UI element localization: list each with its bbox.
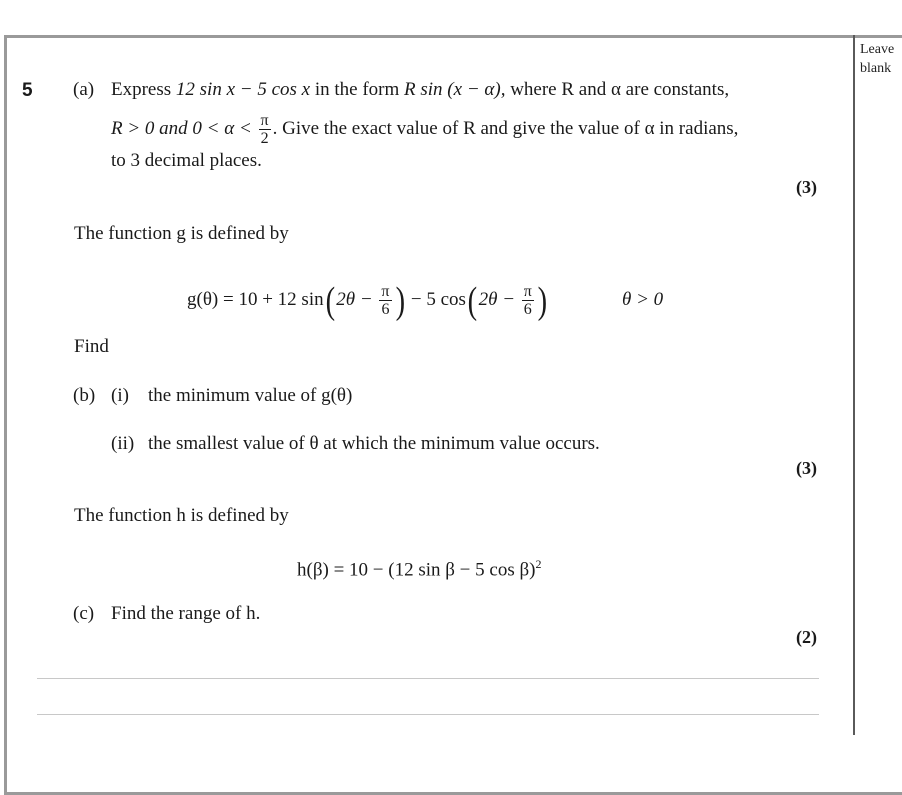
- part-a-line-1-mid: in the form: [314, 79, 405, 100]
- fraction-denominator: 2: [260, 130, 269, 147]
- blank-label: blank: [860, 61, 892, 76]
- part-c-label: (c): [73, 603, 95, 624]
- part-a-label: (a): [73, 79, 95, 100]
- part-a-line-1-end: where R and α are constants,: [510, 79, 730, 100]
- part-b-ii-text: the smallest value of θ at which the minimum value occurs.: [148, 433, 600, 454]
- fraction-denominator: 6: [381, 301, 390, 319]
- fraction-denominator: 6: [523, 301, 532, 319]
- find-label: Find: [74, 336, 109, 357]
- h-definition-intro: The function h is defined by: [74, 505, 289, 526]
- fraction-numerator: π: [523, 283, 532, 301]
- part-a-form: R sin (x − α),: [404, 79, 506, 100]
- fraction-numerator: π: [260, 112, 269, 129]
- question-number: 5: [22, 80, 33, 101]
- leave-label: Leave: [860, 42, 895, 57]
- part-a-line-1: [111, 78, 729, 102]
- part-b-ii-label: (ii): [111, 433, 135, 454]
- pi-over-six-fraction-2: [522, 283, 534, 318]
- part-c-marks: (2): [796, 627, 817, 647]
- h-function-equation: [297, 552, 541, 582]
- right-paren: ): [395, 279, 405, 322]
- part-a-line-1-start: Express: [111, 79, 176, 100]
- left-paren: (: [325, 279, 335, 322]
- part-a-expression: 12 sin x − 5 cos x: [175, 79, 311, 100]
- leave-blank-label: [860, 40, 902, 78]
- answer-line: [37, 714, 819, 715]
- h-exponent: 2: [535, 557, 542, 571]
- leave-blank-column-divider: [853, 35, 855, 735]
- part-a-line-2-end: . Give the exact value of R and give the value of α in radians,: [272, 117, 739, 139]
- g-arg1: 2θ −: [336, 289, 378, 310]
- part-b-label: (b): [73, 385, 96, 406]
- part-b-marks: (3): [796, 458, 817, 478]
- part-a-marks: (3): [796, 177, 817, 197]
- part-c-text: Find the range of h.: [111, 603, 261, 624]
- g-lhs: g(θ) = 10 + 12 sin: [187, 289, 324, 310]
- part-b-i-label: (i): [111, 385, 129, 406]
- g-middle: − 5 cos: [406, 289, 466, 310]
- pi-over-two-fraction: [259, 112, 271, 147]
- part-a-line-3: to 3 decimal places.: [111, 150, 262, 171]
- fraction-numerator: π: [381, 283, 390, 301]
- part-a-line-2: [111, 112, 738, 147]
- part-b-i-text: the minimum value of g(θ): [148, 385, 353, 406]
- left-paren: (: [467, 279, 478, 322]
- pi-over-six-fraction-1: [379, 283, 391, 318]
- g-domain: θ > 0: [622, 289, 664, 310]
- right-paren: ): [537, 279, 547, 322]
- g-definition-intro: The function g is defined by: [74, 223, 289, 244]
- g-function-equation: [187, 280, 549, 320]
- h-expression: h(β) = 10 − (12 sin β − 5 cos β): [297, 559, 536, 581]
- answer-line: [37, 678, 819, 679]
- part-a-line-2-start: R > 0 and 0 < α <: [111, 117, 257, 139]
- g-arg2: 2θ −: [478, 289, 520, 310]
